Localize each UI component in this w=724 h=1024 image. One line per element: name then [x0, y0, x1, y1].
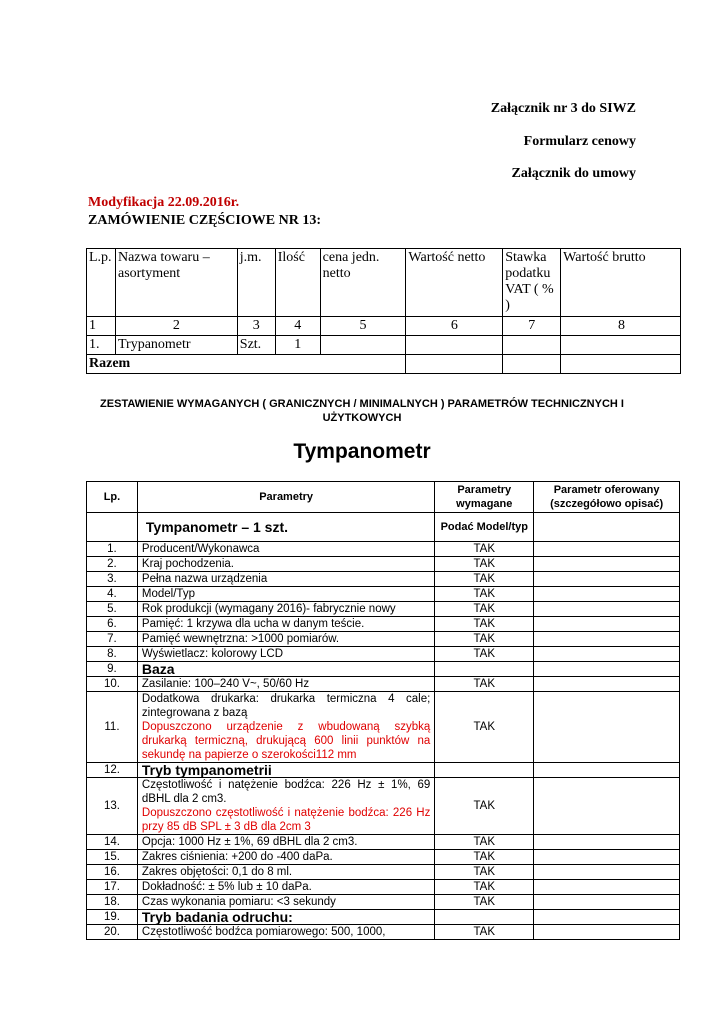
- param-text: Rok produkcji (wymagany 2016)- fabrycznie nowy: [141, 603, 396, 615]
- param-text: Pamięć: 1 krzywa dla ucha w danym teście.: [141, 618, 365, 630]
- param-required: TAK: [435, 587, 534, 602]
- product-lp: 1.: [87, 336, 116, 355]
- param-text: Dokładność: ± 5% lub ± 10 daPa.: [141, 881, 312, 893]
- param-required: TAK: [435, 632, 534, 647]
- param-lp: 13.: [87, 778, 138, 835]
- param-lp: 8.: [87, 647, 138, 662]
- param-required: TAK: [435, 865, 534, 880]
- param-lp: 12.: [87, 763, 138, 778]
- param-offered[interactable]: [534, 617, 680, 632]
- col-number: 2: [115, 317, 237, 336]
- param-lp: 15.: [87, 850, 138, 865]
- param-lp: 5.: [87, 602, 138, 617]
- attachment-title: Załącznik nr 3 do SIWZ: [490, 101, 636, 116]
- param-offered[interactable]: [534, 632, 680, 647]
- param-offered[interactable]: [534, 677, 680, 692]
- param-lp: 16.: [87, 865, 138, 880]
- param-text: Zakres ciśnienia: +200 do -400 daPa.: [141, 851, 333, 863]
- param-lp: 10.: [87, 677, 138, 692]
- param-description: [137, 617, 434, 632]
- param-offered[interactable]: [534, 572, 680, 587]
- col-params: Parametry: [137, 482, 434, 513]
- param-row: [87, 677, 680, 692]
- section-required: [435, 662, 534, 677]
- param-text: Pełna nazwa urządzenia: [141, 573, 268, 585]
- form-title: Formularz cenowy: [523, 134, 636, 149]
- modification-date: Modyfikacja 22.09.2016r.: [88, 195, 240, 210]
- param-row: [87, 850, 680, 865]
- section-row: [87, 662, 680, 677]
- param-description: [137, 572, 434, 587]
- param-offered[interactable]: [534, 602, 680, 617]
- col-number: 7: [503, 317, 561, 336]
- param-row: [87, 602, 680, 617]
- param-text: Dodatkowa drukarka: drukarka termiczna 4 cale; zintegrowana z bazą: [141, 693, 431, 719]
- param-lp: 14.: [87, 835, 138, 850]
- param-offered[interactable]: [534, 925, 680, 940]
- product-name: Trypanometr: [115, 336, 237, 355]
- param-required: TAK: [435, 895, 534, 910]
- product-unit: Szt.: [237, 336, 275, 355]
- total-gross-value[interactable]: [561, 355, 681, 374]
- total-net-value[interactable]: [406, 355, 503, 374]
- product-qty: 1: [275, 336, 320, 355]
- param-required: TAK: [435, 572, 534, 587]
- col-net-value: Wartość netto: [406, 249, 503, 317]
- product-net-value[interactable]: [406, 336, 503, 355]
- section-title: Tryb badania odruchu:: [137, 910, 434, 925]
- param-lp: 20.: [87, 925, 138, 940]
- param-row: [87, 572, 680, 587]
- col-unit: j.m.: [237, 249, 275, 317]
- param-lp: 4.: [87, 587, 138, 602]
- contract-attachment-title: Załącznik do umowy: [511, 166, 636, 181]
- params-header-row: [87, 482, 680, 513]
- param-lp: 11.: [87, 692, 138, 763]
- param-row: [87, 835, 680, 850]
- param-text: Pamięć wewnętrzna: >1000 pomiarów.: [141, 633, 340, 645]
- param-row: [87, 778, 680, 835]
- col-number: 4: [275, 317, 320, 336]
- param-description: [137, 557, 434, 572]
- col-number: 3: [237, 317, 275, 336]
- param-offered[interactable]: [534, 835, 680, 850]
- col-required: Parametry wymagane: [435, 482, 534, 513]
- param-text: Zakres objętości: 0,1 do 8 ml.: [141, 866, 293, 878]
- param-description: [137, 632, 434, 647]
- param-modification-note: Dopuszczono urządzenie z wbudowaną szybką drukarką termiczną, drukującą 600 linii punktów na sekundę na papierze o szerokości112 mm: [141, 721, 431, 761]
- section-title: Baza: [137, 662, 434, 677]
- product-row: [87, 336, 681, 355]
- total-label: Razem: [87, 355, 406, 374]
- total-vat: [503, 355, 561, 374]
- param-description: [137, 647, 434, 662]
- price-table: [86, 248, 681, 374]
- param-offered[interactable]: [534, 865, 680, 880]
- param-required: TAK: [435, 647, 534, 662]
- section-required: [435, 910, 534, 925]
- device-title: Tympanometr: [293, 440, 431, 463]
- param-lp: 3.: [87, 572, 138, 587]
- param-required: TAK: [435, 542, 534, 557]
- param-offered[interactable]: [534, 895, 680, 910]
- order-title: ZAMÓWIENIE CZĘŚCIOWE NR 13:: [88, 213, 321, 228]
- param-text: Częstotliwość i natężenie bodźca: 226 Hz ± 1%, 69 dBHL dla 2 cm3.: [141, 779, 431, 805]
- col-number: 1: [87, 317, 116, 336]
- param-row: [87, 632, 680, 647]
- section-offered: [534, 763, 680, 778]
- param-required: TAK: [435, 778, 534, 835]
- param-description: [137, 835, 434, 850]
- param-row: [87, 557, 680, 572]
- product-vat-rate[interactable]: [503, 336, 561, 355]
- param-description: [137, 895, 434, 910]
- col-number: 8: [561, 317, 681, 336]
- device-model-offered[interactable]: [534, 513, 680, 542]
- param-lp: 19.: [87, 910, 138, 925]
- param-required: TAK: [435, 677, 534, 692]
- param-description: [137, 542, 434, 557]
- section-required: [435, 763, 534, 778]
- col-unit-price: cena jedn. netto: [320, 249, 406, 317]
- col-vat-rate: Stawka podatku VAT ( % ): [503, 249, 561, 317]
- col-lp: Lp.: [87, 482, 138, 513]
- param-modification-note: Dopuszczono częstotliwość i natężenie bodźca: 226 Hz przy 85 dB SPL ± 3 dB dla 2cm 3: [141, 807, 431, 833]
- param-row: [87, 895, 680, 910]
- param-required: TAK: [435, 617, 534, 632]
- param-text: Zasilanie: 100–240 V~, 50/60 Hz: [141, 678, 310, 690]
- params-table: [86, 481, 680, 940]
- param-row: [87, 880, 680, 895]
- param-offered[interactable]: [534, 587, 680, 602]
- param-description: [137, 865, 434, 880]
- param-text: Opcja: 1000 Hz ± 1%, 69 dBHL dla 2 cm3.: [141, 836, 358, 848]
- column-numbers-row: [87, 317, 681, 336]
- param-description: [137, 692, 434, 763]
- param-description: [137, 587, 434, 602]
- param-row: [87, 925, 680, 940]
- section-offered: [534, 662, 680, 677]
- param-required: TAK: [435, 925, 534, 940]
- product-gross-value[interactable]: [561, 336, 681, 355]
- param-text: Częstotliwość bodźca pomiarowego: 500, 1000,: [141, 926, 386, 938]
- col-lp: L.p.: [87, 249, 116, 317]
- param-offered[interactable]: [534, 850, 680, 865]
- col-offered: Parametr oferowany (szczegółowo opisać): [534, 482, 680, 513]
- param-required: TAK: [435, 692, 534, 763]
- total-row: [87, 355, 681, 374]
- col-gross-value: Wartość brutto: [561, 249, 681, 317]
- col-name: Nazwa towaru – asortyment: [115, 249, 237, 317]
- param-required: TAK: [435, 602, 534, 617]
- col-number: 6: [406, 317, 503, 336]
- param-lp: 9.: [87, 662, 138, 677]
- device-lp: [87, 513, 138, 542]
- param-text: Czas wykonania pomiaru: <3 sekundy: [141, 896, 336, 908]
- param-offered[interactable]: [534, 557, 680, 572]
- param-offered[interactable]: [534, 880, 680, 895]
- col-qty: Ilość: [275, 249, 320, 317]
- param-row: [87, 542, 680, 557]
- param-lp: 1.: [87, 542, 138, 557]
- price-table-header: [87, 249, 681, 317]
- param-lp: 18.: [87, 895, 138, 910]
- param-description: [137, 602, 434, 617]
- param-required: TAK: [435, 557, 534, 572]
- product-unit-price[interactable]: [320, 336, 406, 355]
- param-description: [137, 850, 434, 865]
- device-row: [87, 513, 680, 542]
- section-offered: [534, 910, 680, 925]
- param-offered[interactable]: [534, 778, 680, 835]
- param-required: TAK: [435, 850, 534, 865]
- param-description: [137, 925, 434, 940]
- param-row: [87, 617, 680, 632]
- param-text: Kraj pochodzenia.: [141, 558, 234, 570]
- param-offered[interactable]: [534, 542, 680, 557]
- param-row: [87, 865, 680, 880]
- param-row: [87, 587, 680, 602]
- param-row: [87, 647, 680, 662]
- params-heading: ZESTAWIENIE WYMAGANYCH ( GRANICZNYCH / MINIMALNYCH ) PARAMETRÓW TECHNICZNYCH I UŻYTKOWYCH: [100, 398, 624, 424]
- param-offered[interactable]: [534, 692, 680, 763]
- device-model-required: Podać Model/typ: [435, 513, 534, 542]
- param-row: [87, 692, 680, 763]
- param-offered[interactable]: [534, 647, 680, 662]
- param-description: [137, 778, 434, 835]
- param-lp: 7.: [87, 632, 138, 647]
- param-lp: 17.: [87, 880, 138, 895]
- section-row: [87, 910, 680, 925]
- param-lp: 2.: [87, 557, 138, 572]
- param-required: TAK: [435, 880, 534, 895]
- param-text: Model/Typ: [141, 588, 195, 600]
- col-number: 5: [320, 317, 406, 336]
- param-description: [137, 677, 434, 692]
- device-name: Tympanometr – 1 szt.: [137, 513, 434, 542]
- section-row: [87, 763, 680, 778]
- param-description: [137, 880, 434, 895]
- param-lp: 6.: [87, 617, 138, 632]
- param-text: Wyświetlacz: kolorowy LCD: [141, 648, 284, 660]
- param-text: Producent/Wykonawca: [141, 543, 260, 555]
- param-required: TAK: [435, 835, 534, 850]
- section-title: Tryb tympanometrii: [137, 763, 434, 778]
